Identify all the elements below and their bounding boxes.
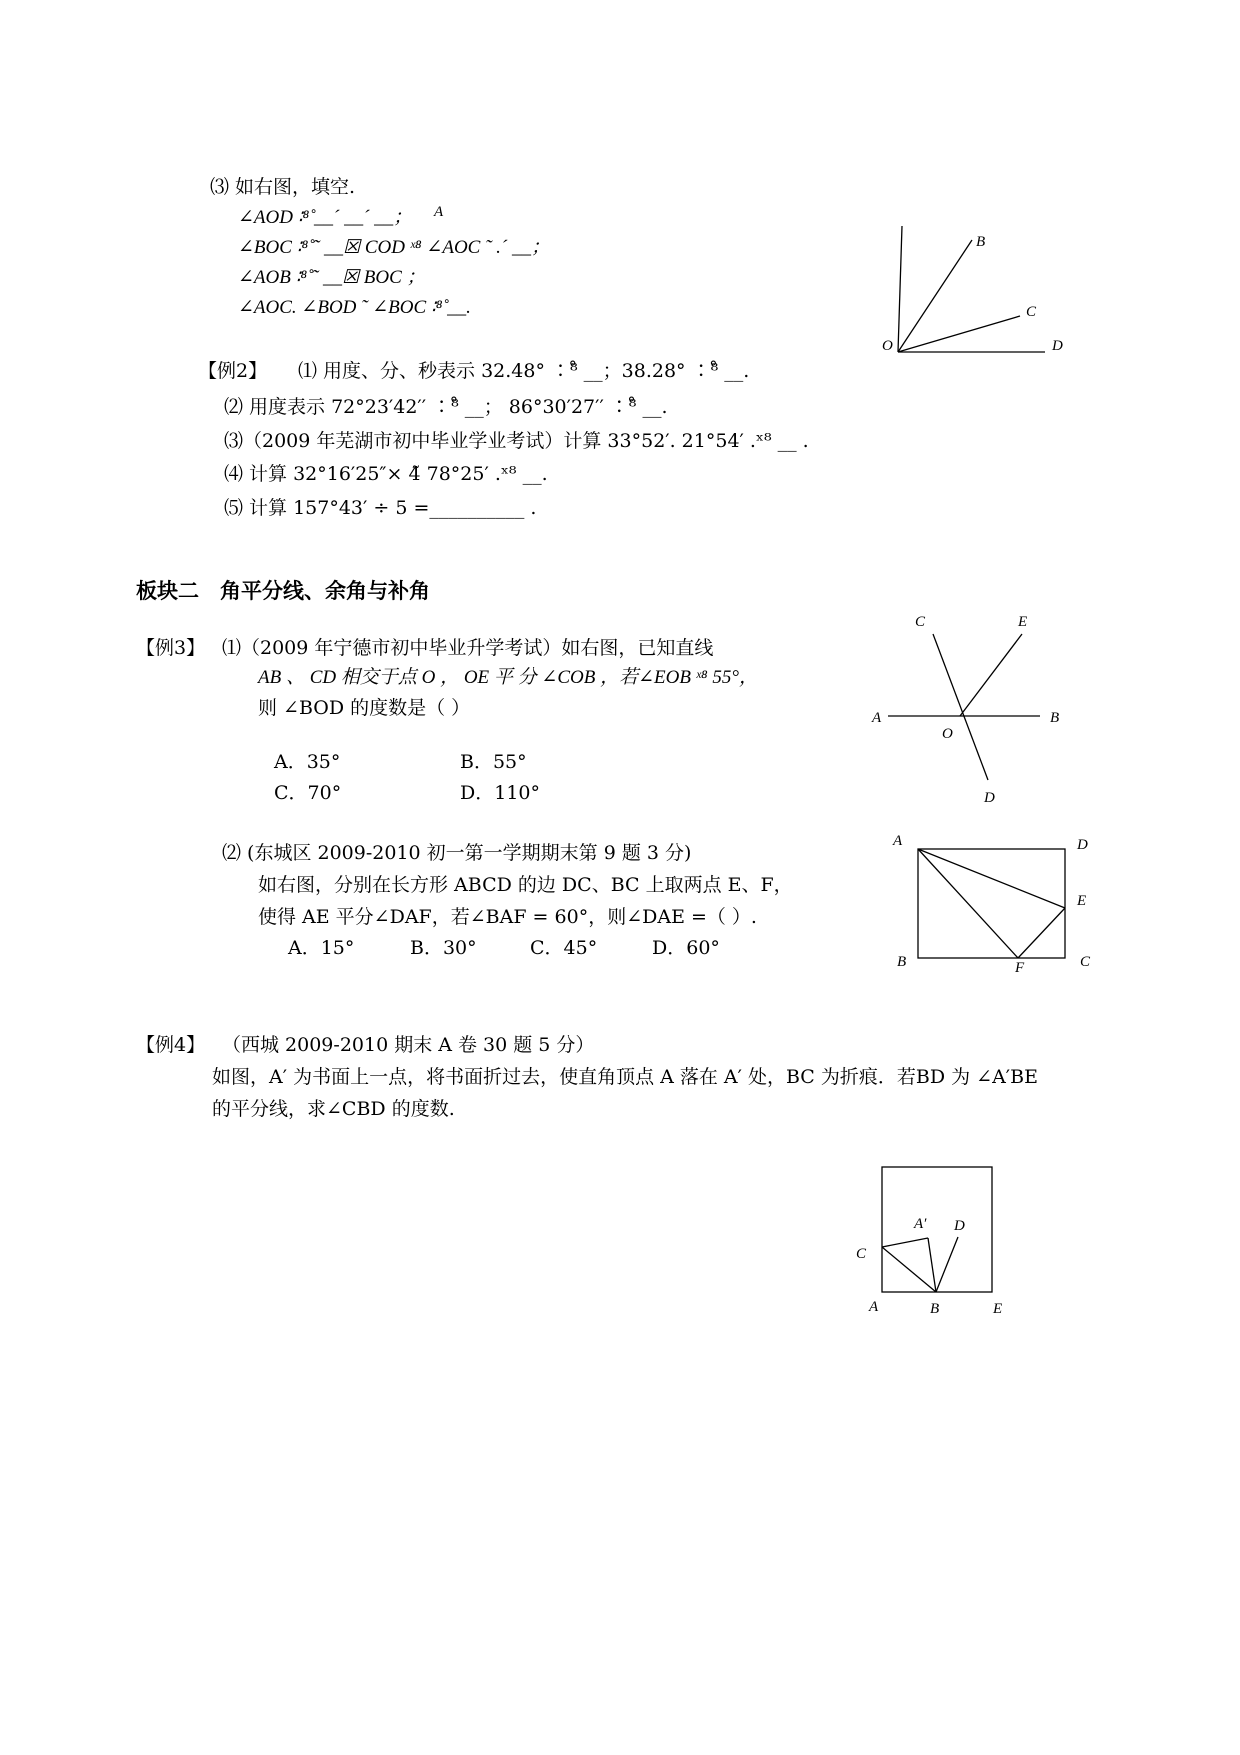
fig-label-a: A <box>434 204 444 220</box>
fig3-label-e: E <box>1018 614 1028 630</box>
fig3-label-d: D <box>984 790 995 806</box>
ex3-q1-line2: AB 、 CD 相交于点 O ， OE 平 分 ∠COB ，若∠EOB ˣ⁸ 55°， <box>258 667 758 688</box>
ex3-option-c: C．70° <box>274 782 342 804</box>
ex3-tag: 【例3】 <box>136 637 206 659</box>
ex2-q4: ⑷ 计算 32°16′25″× 4̃ 78°25′ .ˣ⁸ __. <box>224 463 548 485</box>
ex2-q3: ⑶（2009 年芜湖市初中毕业学业考试）计算 33°52′. 21°54′ .ˣ⁸ __ . <box>224 430 809 452</box>
ex2-q2: ⑵ 用度表示 72°23′42′′ ∶⁸̊ __； 86°30′27′′ ∶⁸̊ __. <box>224 396 668 418</box>
segment-a-prime-b <box>928 1238 936 1292</box>
fig5-label-a-prime: A′ <box>914 1216 927 1232</box>
segment-ca-prime <box>882 1238 928 1247</box>
fig3-label-o: O <box>942 726 953 742</box>
ex3-q2-option-b: B．30° <box>410 937 477 959</box>
ex3-q1-line3: 则 ∠BOD 的度数是（ ） <box>258 697 471 719</box>
ex3-q1-line1: ⑴（2009 年宁德市初中毕业升学考试）如右图，已知直线 <box>222 637 714 659</box>
ex3-option-a: A．35° <box>274 751 341 773</box>
fig3-label-a: A <box>872 710 882 726</box>
ex3-q2-line1: ⑵ (东城区 2009-2010 初一第一学期期末第 9 题 3 分) <box>222 842 692 864</box>
fig4-label-d: D <box>1077 837 1088 853</box>
part3-line-2: ∠BOC ∶⁸̊ ˜ __☒ COD ˣ⁸ ∠AOC ˜ .´ __； <box>238 237 550 258</box>
ex2-tag: 【例2】 <box>198 360 268 382</box>
fig-label-o: O <box>882 338 893 354</box>
fig5-label-c: C <box>856 1246 867 1262</box>
ex3-option-d: D．110° <box>460 782 540 804</box>
fig3-label-b: B <box>1050 710 1060 726</box>
fig5-label-a: A <box>869 1299 879 1315</box>
page-rect <box>882 1167 992 1292</box>
fig5-label-d: D <box>954 1218 965 1234</box>
ex2-q5: ⑸ 计算 157°43′ ÷ 5 =__________ . <box>224 497 537 519</box>
ex3-q2-line2: 如右图，分别在长方形 ABCD 的边 DC、BC 上取两点 E、F， <box>258 874 793 896</box>
ex3-option-b: B．55° <box>460 751 527 773</box>
ex3-q2-option-c: C．45° <box>530 937 598 959</box>
ex4-line1: 如图，A′ 为书面上一点，将书面折过去，使直角顶点 A 落在 A′ 处，BC 为折痕．若BD 为 ∠A′BE <box>212 1066 1038 1088</box>
fig4-label-c: C <box>1080 954 1091 970</box>
fig5-label-e: E <box>993 1301 1003 1317</box>
part3-line-1: ∠AOD ∶⁸̊ __´ __´ __； <box>238 207 413 228</box>
part3-line-4: ∠AOC. ∠BOD ˜ ∠BOC ∶⁸̊ __. <box>238 297 471 318</box>
part3-title: ⑶ 如右图，填空. <box>210 176 356 198</box>
segment-bd <box>936 1237 958 1292</box>
ex3-q2-option-a: A．15° <box>288 937 355 959</box>
fig4-label-b: B <box>897 954 907 970</box>
ex2-q1: ⑴ 用度、分、秒表示 32.48° ∶⁸̊ __；38.28° ∶⁸̊ __. <box>298 360 750 382</box>
fig-label-c: C <box>1026 304 1037 320</box>
fig5-label-b: B <box>930 1301 940 1317</box>
segment-cb <box>882 1247 936 1292</box>
fig-label-d: D <box>1052 338 1063 354</box>
fig3-label-c: C <box>915 614 926 630</box>
ex3-q2-option-d: D．60° <box>652 937 720 959</box>
fig4-label-f: F <box>1015 960 1025 976</box>
fig4-label-a: A <box>893 833 903 849</box>
ex4-tag: 【例4】 <box>136 1034 206 1056</box>
fig-label-b: B <box>976 234 986 250</box>
ex4-source: （西城 2009-2010 期末 A 卷 30 题 5 分） <box>222 1034 595 1056</box>
fig4-label-e: E <box>1077 893 1087 909</box>
ex4-line2: 的平分线，求∠CBD 的度数. <box>212 1098 455 1120</box>
section-title: 板块二 角平分线、余角与补角 <box>136 579 430 603</box>
part3-line-3: ∠AOB ∶⁸̊ ˜ __☒ BOC ； <box>238 267 426 288</box>
ex3-q2-line3: 使得 AE 平分∠DAF，若∠BAF = 60°，则∠DAE =（ ）. <box>258 906 757 928</box>
